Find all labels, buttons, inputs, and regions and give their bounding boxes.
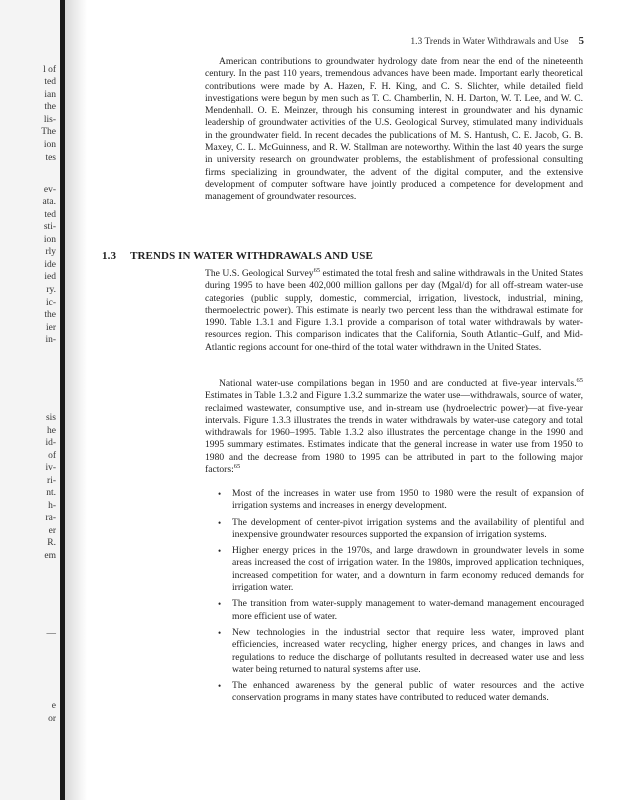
left-page-fragment: nt. <box>46 488 56 498</box>
bullet-icon: • <box>218 627 222 638</box>
left-page-fragment: ic- <box>45 298 56 308</box>
left-page-fragment: e <box>51 701 56 711</box>
left-page-fragment: — <box>46 629 56 639</box>
left-page-fragment: er <box>48 526 56 536</box>
section-title: TRENDS IN WATER WITHDRAWALS AND USE <box>130 250 373 262</box>
left-page-fragment: ry. <box>46 285 56 295</box>
list-item-text: The development of center-pivot irrigation systems and the availability of plentiful and inexpensive groundwater resources supported the expansion of irrigation systems. <box>232 516 584 540</box>
left-page-fragment: sis <box>45 413 56 423</box>
bullet-icon: • <box>218 517 222 528</box>
left-page-fragment: in- <box>45 335 56 345</box>
list-item <box>218 488 584 513</box>
paragraph-2-lead: National water-use compilations began in 1950 and are conducted at five-year intervals. <box>219 378 577 389</box>
reference-superscript: 65 <box>233 462 241 470</box>
left-page-fragment: ri- <box>47 476 56 486</box>
section-heading <box>102 250 373 262</box>
list-item-text: The enhanced awareness by the general public of water resources and the active conservation programs in many states have contributed to reduced water demands. <box>232 680 584 704</box>
intro-paragraph: American contributions to groundwater hydrology date from near the end of the nineteenth century. In the past 110 years, tremendous advances have been made. Important early theoretical contributions were made by A. Hazen, F. H. King, and C. S. Slichter, while detailed field investigations were begun by men such as T. C. Chamberlin, N. H. Darton, W. T. Lee, and W. C. Mendenhall. O. E. Meinzer, through his consuming interest in groundwater and his dynamic leadership of groundwater activities of the U.S. Geological Survey, stimulated many individuals in the groundwater field. In recent decades the publications of M. S. Hantush, C. E. Jacob, G. B. Maxey, C. L. McGuinness, and R. W. Stallman are noteworthy. Within the last 40 years the surge in university research on groundwater problems, the establishment of professional consulting firms specializing in groundwater, the advent of the digital computer, and the extensive development of computer software have jointly produced a competence for development and management of groundwater resources. <box>205 56 583 203</box>
reference-superscript: 65 <box>313 266 321 274</box>
list-item <box>218 627 584 676</box>
left-page-fragment: ted <box>44 210 56 220</box>
list-item <box>218 545 584 594</box>
left-page-fragment: The <box>41 127 56 137</box>
left-page-fragment: the <box>44 102 56 112</box>
left-page-fragment: of <box>48 451 56 461</box>
running-head-title: 1.3 Trends in Water Withdrawals and Use <box>410 37 569 47</box>
body-paragraph-2 <box>205 378 583 476</box>
left-page-fragment: iv- <box>45 463 56 473</box>
list-item <box>218 598 584 623</box>
running-head <box>410 35 584 47</box>
gutter-shadow <box>65 0 87 800</box>
left-page-fragment: ied <box>44 272 56 282</box>
left-page-fragment: sti- <box>43 222 56 232</box>
list-item-text: Most of the increases in water use from 1950 to 1980 were the result of expansion of irrigation systems and increases in energy development. <box>232 488 584 512</box>
left-page-fragment: or <box>48 714 56 724</box>
left-page-fragment: ted <box>44 77 56 87</box>
left-page-fragment: rly <box>45 247 56 257</box>
left-page-fragment: ion <box>43 140 56 150</box>
paragraph-2-middle: Estimates in Table 1.3.2 and Figure 1.3.2 summarize the water use—withdrawals, source of water, reclaimed wastewater, consumptive use, and in-stream use (hydroelectric power)—at five-year intervals. Figure 1.3.3 illustrates the trends in water withdrawals by water-use category and total withdrawals for 1960–1995. Table 1.3.2 also illustrates the percentage change in the 1990 and 1995 summary estimates. Estimates indicate that the general increase in water use from 1950 to 1980 and the decrease from 1980 to 1995 can be attributed in part to the following major factors: <box>205 390 583 476</box>
left-page-fragment: em <box>44 551 56 561</box>
left-page-fragment: ian <box>44 90 56 100</box>
left-page-fragment: l of <box>43 65 56 75</box>
left-page-fragment: ide <box>44 260 56 270</box>
page-number: 5 <box>578 35 584 47</box>
left-page-fragment: ata. <box>42 197 56 207</box>
left-page-fragment: h- <box>48 501 56 511</box>
left-page-bleed <box>0 0 64 800</box>
left-page-fragment: ra- <box>45 513 56 523</box>
list-item-text: New technologies in the industrial sector that require less water, improved plant efficiencies, increased water recycling, higher energy prices, and changes in laws and regulations to reduce the discharge of pollutants resulted in decreased water use and less water being returned to natural systems after use. <box>232 626 584 675</box>
left-page-fragment: the <box>44 310 56 320</box>
left-page-fragment: ion <box>43 235 56 245</box>
left-page-fragment: lis- <box>43 115 56 125</box>
left-page-fragment: R. <box>47 538 56 548</box>
left-page-fragment: ier <box>45 323 56 333</box>
section-number: 1.3 <box>102 250 117 262</box>
bullet-icon: • <box>218 599 222 610</box>
bullet-icon: • <box>218 546 222 557</box>
bullet-icon: • <box>218 681 222 692</box>
list-item-text: Higher energy prices in the 1970s, and large drawdown in groundwater levels in some areas increased the cost of irrigation water. In the 1980s, improved application techniques, increased competition for water, and a downturn in farm economy reduced demands for irrigation water. <box>232 545 584 594</box>
list-item <box>218 680 584 705</box>
left-page-fragment: id- <box>45 438 56 448</box>
paragraph-1-rest: estimated the total fresh and saline withdrawals in the United States during 1995 to have been 402,000 million gallons per day (Mgal/d) for all off-stream water-use categories (public supply, domestic, commercial, irrigation, livestock, industrial, mining, thermoelectric power). This estimate is nearly two percent less than the withdrawal estimate for 1990. Table 1.3.1 and Figure 1.3.1 provide a comparison of total water withdrawals by water-resources region. This comparison indicates that the California, South Atlantic–Gulf, and Mid-Atlantic regions account for one-third of the total water withdrawn in the United States. <box>205 268 583 353</box>
list-item-text: The transition from water-supply management to water-demand management encouraged more efficient use of water. <box>232 598 584 622</box>
factor-list <box>218 488 584 709</box>
bullet-icon: • <box>218 489 222 499</box>
left-page-fragment: tes <box>45 153 56 163</box>
left-page-fragment: ev- <box>43 185 56 195</box>
left-page-fragment: he <box>47 426 56 436</box>
paragraph-1-lead: The U.S. Geological Survey <box>205 268 314 279</box>
list-item <box>218 517 584 542</box>
body-paragraph-1 <box>205 268 583 354</box>
reference-superscript: 65 <box>576 376 583 384</box>
